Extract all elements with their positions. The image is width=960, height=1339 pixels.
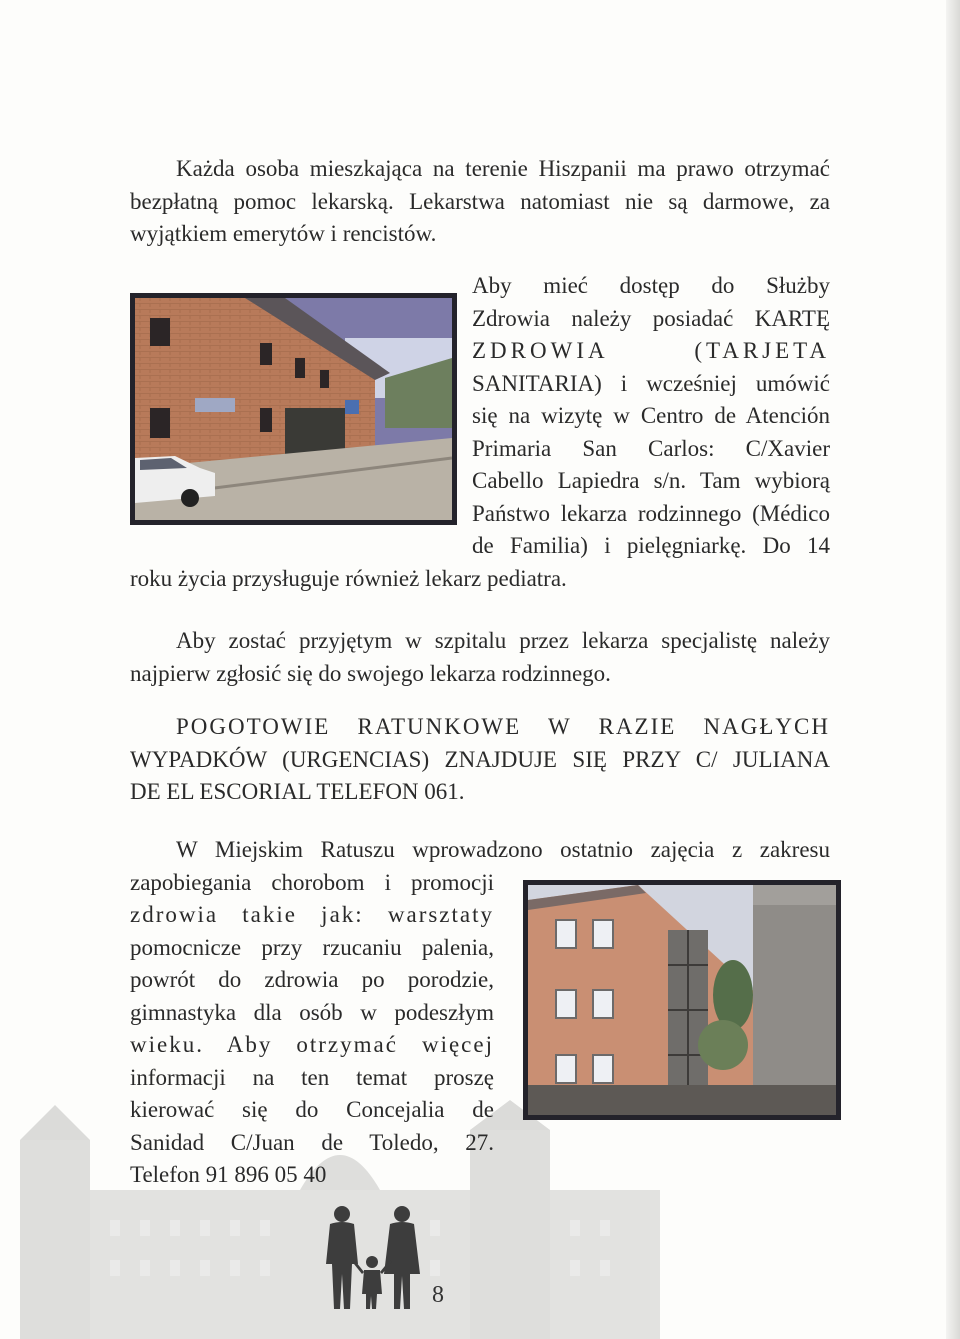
text-line: pomocnicze przy rzucaniu palenia, — [130, 934, 494, 960]
text-line: Primaria San Carlos: C/Xavier — [472, 435, 830, 461]
text-line: gimnastyka dla osób w podeszłym — [130, 999, 494, 1025]
text-line: Zdrowia należy posiadać KARTĘ — [472, 305, 830, 331]
text-line: zapobiegania chorobom i promocji — [130, 869, 494, 895]
family-silhouette-icon — [314, 1204, 424, 1314]
text-line: wieku. Aby otrzymać więcej — [130, 1032, 494, 1057]
page-edge — [946, 0, 960, 1339]
text-line: kierować się do Concejalia de — [130, 1097, 494, 1122]
text-line: ZDROWIA (TARJETA — [472, 338, 830, 363]
text-line: Sanidad C/Juan de Toledo, 27. — [130, 1129, 494, 1155]
text-line: W Miejskim Ratuszu wprowadzono ostatnio zajęcia z zakresu — [176, 837, 830, 862]
page-number: 8 — [432, 1282, 444, 1308]
text-line: de Familia) i pielęgniarkę. Do 14 — [472, 533, 830, 558]
paragraph-health-card — [130, 270, 830, 595]
text-line: DE EL ESCORIAL TELEFON 061. — [130, 779, 465, 804]
text-line: POGOTOWIE RATUNKOWE W RAZIE NAGŁYCH — [176, 714, 830, 739]
text-line: Państwo lekarza rodzinnego (Médico — [472, 500, 830, 526]
paragraph-emergency — [130, 711, 830, 809]
text-line: się na wizytę w Centro de Atención — [472, 403, 830, 428]
text-line: informacji na ten temat proszę — [130, 1064, 494, 1090]
text-line: zdrowia takie jak: warsztaty — [130, 902, 494, 927]
text-line: WYPADKÓW (URGENCIAS) ZNAJDUJE SIĘ PRZY C/ JULIANA — [130, 746, 830, 772]
text-line: powrót do zdrowia po porodzie, — [130, 967, 494, 992]
paragraph-hospital-referral — [130, 625, 830, 690]
text-line: Aby zostać przyjętym w szpitalu przez lekarza specjalistę należy — [176, 628, 830, 653]
text-line: wyjątkiem emerytów i rencistów. — [130, 221, 437, 246]
paragraph-town-hall-classes — [130, 834, 830, 1192]
text-line: najpierw zgłosić się do swojego lekarza rodzinnego. — [130, 660, 611, 686]
text-line: SANITARIA) i wcześniej umówić — [472, 370, 830, 396]
text-line: roku życia przysługuje również lekarz pediatra. — [130, 565, 567, 591]
text-line: Cabello Lapiedra s/n. Tam wybiorą — [472, 468, 830, 493]
paragraph-healthcare-right — [130, 153, 830, 251]
text-line: Każda osoba mieszkająca na terenie Hiszpanii ma prawo otrzymać — [176, 156, 830, 181]
text-line: Aby mieć dostęp do Służby — [472, 273, 830, 298]
text-line: Telefon 91 896 05 40 — [130, 1162, 327, 1187]
text-line: bezpłatną pomoc lekarską. Lekarstwa natomiast nie są darmowe, za — [130, 188, 830, 214]
